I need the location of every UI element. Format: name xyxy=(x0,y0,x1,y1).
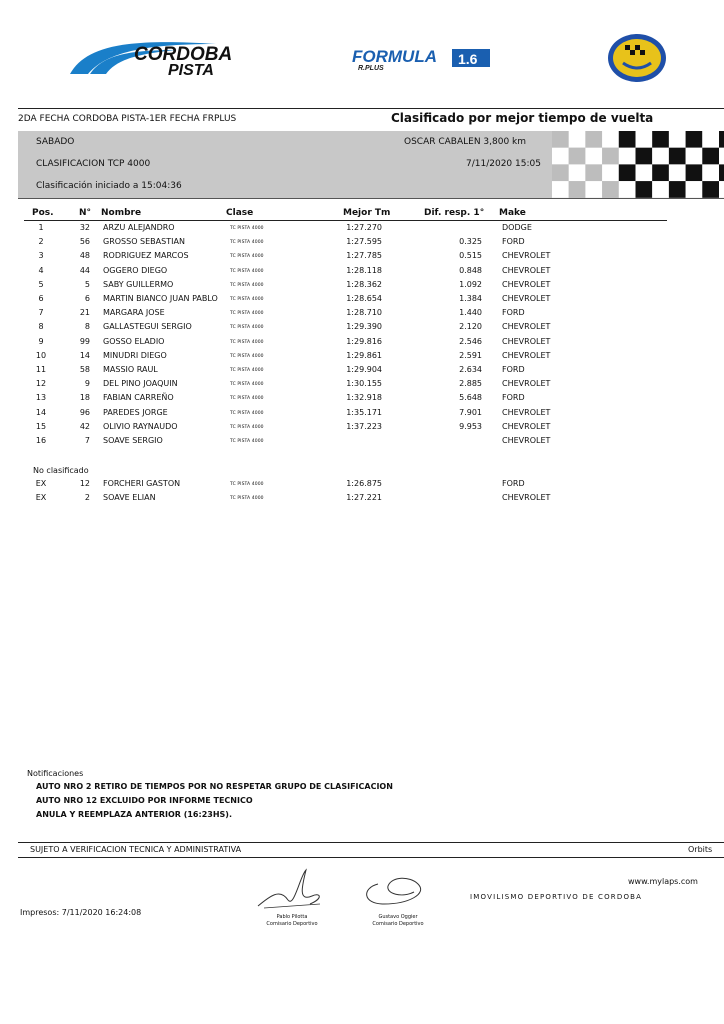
result-row xyxy=(0,237,724,251)
cell-make: CHEVROLET xyxy=(502,379,551,389)
cell-best-time: 1:37.223 xyxy=(346,421,382,431)
checker-square xyxy=(552,164,569,181)
result-row xyxy=(0,351,724,365)
checker-square xyxy=(652,164,669,181)
session-start-time: Clasificación iniciado a 15:04:36 xyxy=(36,181,182,191)
notification-line-2: AUTO NRO 12 EXCLUIDO POR INFORME TECNICO xyxy=(36,796,253,805)
checker-square xyxy=(552,148,569,165)
signature-1-image xyxy=(250,866,332,916)
checker-square xyxy=(585,164,602,181)
cell-gap: 5.648 xyxy=(459,393,482,403)
cell-best-time: 1:35.171 xyxy=(346,407,382,417)
not-classified-row xyxy=(0,493,724,507)
cell-gap: 7.901 xyxy=(459,407,482,417)
cell-make: FORD xyxy=(502,479,525,488)
checker-square xyxy=(569,148,586,165)
cell-make: CHEVROLET xyxy=(502,493,551,503)
circuit-name: OSCAR CABALEN 3,800 km xyxy=(404,137,527,147)
cell-car-number: 6 xyxy=(84,294,90,303)
cell-pos: 7 xyxy=(38,308,44,318)
not-classified-row xyxy=(0,479,724,493)
result-row xyxy=(0,223,724,237)
cell-car-number: 44 xyxy=(79,265,90,275)
cell-driver-name: FORCHERI GASTON xyxy=(103,479,181,488)
checker-square xyxy=(585,181,602,198)
checker-square xyxy=(719,131,724,148)
not-classified-label: No clasificado xyxy=(33,466,89,475)
signature-1-role: Comisario Deportivo xyxy=(266,921,318,927)
cell-pos: 16 xyxy=(35,436,47,445)
cell-make: FORD xyxy=(502,393,525,403)
checker-square xyxy=(602,164,619,181)
cell-best-time: 1:28.654 xyxy=(346,294,382,303)
cell-gap: 2.120 xyxy=(459,322,482,332)
cell-make: CHEVROLET xyxy=(502,251,551,261)
cell-gap: 9.953 xyxy=(459,421,482,431)
cell-driver-name: DEL PINO JOAQUIN xyxy=(103,379,178,389)
cell-best-time: 1:32.918 xyxy=(346,393,382,403)
cell-best-time: 1:29.904 xyxy=(346,365,382,374)
cell-driver-name: GROSSO SEBASTIAN xyxy=(103,237,185,247)
col-header-pos: Pos. xyxy=(32,208,54,218)
cell-make: CHEVROLET xyxy=(502,294,551,303)
cell-gap: 2.546 xyxy=(459,336,482,346)
logo-text-cordoba: CORDOBA xyxy=(134,44,233,65)
col-header-make: Make xyxy=(499,208,526,218)
cell-make: CHEVROLET xyxy=(502,350,551,360)
checker-square xyxy=(585,148,602,165)
cell-best-time: 1:29.861 xyxy=(346,350,382,360)
cell-car-number: 12 xyxy=(79,479,90,488)
col-header-name: Nombre xyxy=(101,208,142,218)
cell-gap: 0.325 xyxy=(459,237,482,247)
checker-square xyxy=(552,181,569,198)
cell-gap: 1.384 xyxy=(459,294,482,303)
checker-square xyxy=(569,164,586,181)
formula-16-logo xyxy=(352,45,492,71)
checker-square xyxy=(669,131,686,148)
cell-class: TC PISTA 4000 xyxy=(230,268,264,274)
cell-gap: 0.848 xyxy=(459,265,482,275)
cell-driver-name: FABIAN CARREÑO xyxy=(103,393,174,403)
cell-driver-name: OLIVIO RAYNAUDO xyxy=(103,421,178,431)
notifications-heading: Notificaciones xyxy=(27,769,84,778)
cell-car-number: 42 xyxy=(79,421,90,431)
cell-best-time: 1:29.390 xyxy=(346,322,382,332)
notification-line-3: ANULA Y REEMPLAZA ANTERIOR (16:23HS). xyxy=(36,810,232,819)
cell-class: TC PISTA 4000 xyxy=(230,368,264,373)
checker-square xyxy=(652,148,669,165)
cell-driver-name: ARZU ALEJANDRO xyxy=(103,223,175,232)
cell-best-time: 1:30.155 xyxy=(346,379,382,389)
logo-formula-sub: R.PLUS xyxy=(358,65,384,71)
cell-make: DODGE xyxy=(502,223,532,232)
cell-best-time: 1:27.221 xyxy=(346,493,382,503)
result-row xyxy=(0,280,724,294)
cell-best-time: 1:29.816 xyxy=(346,336,382,346)
result-row xyxy=(0,337,724,351)
cell-car-number: 2 xyxy=(84,493,90,503)
signature-1-name: Pablo Pilotta xyxy=(276,914,308,920)
signature-2-name: Gustavo Oggier xyxy=(378,914,418,920)
cell-make: FORD xyxy=(502,308,525,318)
checker-square xyxy=(569,131,586,148)
cell-class: TC PISTA 4000 xyxy=(230,353,264,359)
cell-car-number: 18 xyxy=(79,393,90,403)
cell-pos: 12 xyxy=(35,379,47,389)
cell-car-number: 7 xyxy=(84,436,90,445)
checker-square xyxy=(669,148,686,165)
session-datetime: 7/11/2020 15:05 xyxy=(466,159,541,169)
cell-driver-name: GALLASTEGUI SERGIO xyxy=(103,322,192,332)
cell-car-number: 8 xyxy=(84,322,90,332)
result-row xyxy=(0,408,724,422)
association-name: IMOVILISMO DEPORTIVO DE CORDOBA xyxy=(470,893,643,901)
cell-driver-name: RODRIGUEZ MARCOS xyxy=(103,251,189,261)
checker-square xyxy=(602,181,619,198)
cordoba-pista-logo xyxy=(66,38,238,78)
cell-pos: 13 xyxy=(35,393,47,403)
result-row xyxy=(0,308,724,322)
cell-car-number: 48 xyxy=(79,251,90,261)
session-name: CLASIFICACION TCP 4000 xyxy=(36,159,151,169)
website-link[interactable]: www.mylaps.com xyxy=(628,877,698,886)
cell-best-time: 1:27.785 xyxy=(346,251,382,261)
cell-make: CHEVROLET xyxy=(502,407,551,417)
cell-driver-name: GOSSO ELADIO xyxy=(103,336,165,346)
cell-class: TC PISTA 4000 xyxy=(230,482,264,487)
footer-disclaimer: SUJETO A VERIFICACION TECNICA Y ADMINISTRATIVA xyxy=(30,845,242,854)
cell-best-time: 1:27.270 xyxy=(346,223,382,232)
cell-make: CHEVROLET xyxy=(502,279,551,289)
cell-class: TC PISTA 4000 xyxy=(230,439,264,444)
cell-pos: 8 xyxy=(38,322,44,332)
result-row xyxy=(0,393,724,407)
checker-square xyxy=(602,131,619,148)
cell-class: TC PISTA 4000 xyxy=(230,282,264,288)
federation-shield-logo xyxy=(607,33,667,83)
checker-square xyxy=(619,164,636,181)
result-row xyxy=(0,251,724,265)
checker-square xyxy=(719,181,724,198)
cell-driver-name: MINUDRI DIEGO xyxy=(103,350,167,360)
checker-square xyxy=(569,181,586,198)
checker-square xyxy=(669,164,686,181)
signature-2-role: Comisario Deportivo xyxy=(372,921,424,927)
checker-square xyxy=(719,148,724,165)
report-title: Clasificado por mejor tiempo de vuelta xyxy=(391,111,654,125)
cell-class: TC PISTA 4000 xyxy=(230,339,264,345)
cell-class: TC PISTA 4000 xyxy=(230,325,264,331)
cell-gap: 2.885 xyxy=(459,379,482,389)
cell-gap: 1.092 xyxy=(459,279,482,289)
col-header-num: N° xyxy=(79,208,92,218)
logo-text-pista: PISTA xyxy=(168,62,214,78)
cell-best-time: 1:28.362 xyxy=(346,279,382,289)
checker-square xyxy=(669,181,686,198)
header-divider xyxy=(24,220,667,221)
checker-square xyxy=(702,181,719,198)
cell-make: CHEVROLET xyxy=(502,322,551,332)
cell-car-number: 99 xyxy=(79,336,90,346)
cell-car-number: 56 xyxy=(79,237,90,247)
cell-pos: EX xyxy=(35,479,47,488)
cell-class: TC PISTA 4000 xyxy=(230,254,264,260)
col-header-clase: Clase xyxy=(226,208,254,218)
cell-pos: 14 xyxy=(35,407,47,417)
cell-pos: 11 xyxy=(35,365,47,374)
checker-square xyxy=(619,181,636,198)
checker-square xyxy=(686,131,703,148)
cell-car-number: 9 xyxy=(84,379,90,389)
cell-car-number: 32 xyxy=(79,223,90,232)
checker-square xyxy=(686,181,703,198)
notification-line-1: AUTO NRO 2 RETIRO DE TIEMPOS POR NO RESPETAR GRUPO DE CLASIFICACION xyxy=(36,782,393,791)
cell-make: CHEVROLET xyxy=(502,336,551,346)
cell-pos: EX xyxy=(35,493,47,503)
result-row xyxy=(0,422,724,436)
cell-class: TC PISTA 4000 xyxy=(230,382,264,388)
checker-square xyxy=(602,148,619,165)
logo-formula-num: 1.6 xyxy=(458,51,478,67)
cell-driver-name: MARGARA JOSE xyxy=(103,308,165,318)
checker-square xyxy=(702,164,719,181)
checker-square xyxy=(585,131,602,148)
checker-square xyxy=(619,131,636,148)
checker-square xyxy=(702,148,719,165)
cell-driver-name: SABY GUILLERMO xyxy=(103,279,174,289)
cell-pos: 6 xyxy=(38,294,44,303)
cell-class: TC PISTA 4000 xyxy=(230,297,264,302)
cell-driver-name: SOAVE SERGIO xyxy=(103,436,163,445)
cell-driver-name: PAREDES JORGE xyxy=(103,407,168,417)
cell-make: CHEVROLET xyxy=(502,436,551,445)
cell-pos: 9 xyxy=(38,336,44,346)
cell-best-time: 1:28.710 xyxy=(346,308,382,318)
cell-pos: 3 xyxy=(38,251,44,261)
cell-driver-name: MARTIN BIANCO JUAN PABLO xyxy=(103,294,218,303)
cell-best-time: 1:28.118 xyxy=(346,265,382,275)
cell-pos: 10 xyxy=(35,350,47,360)
cell-best-time: 1:26.875 xyxy=(346,479,382,488)
cell-class: TC PISTA 4000 xyxy=(230,311,264,317)
cell-class: TC PISTA 4000 xyxy=(230,410,264,416)
result-row xyxy=(0,322,724,336)
cell-pos: 1 xyxy=(38,223,44,232)
checker-square xyxy=(552,131,569,148)
cell-pos: 4 xyxy=(38,265,44,275)
cell-best-time: 1:27.595 xyxy=(346,237,382,247)
result-row xyxy=(0,436,724,450)
cell-driver-name: MASSIO RAUL xyxy=(103,365,158,374)
checker-square xyxy=(636,164,653,181)
cell-make: FORD xyxy=(502,365,525,374)
cell-driver-name: OGGERO DIEGO xyxy=(103,265,168,275)
result-row xyxy=(0,266,724,280)
cell-car-number: 96 xyxy=(79,407,90,417)
checker-square xyxy=(652,181,669,198)
cell-gap: 2.634 xyxy=(459,365,482,374)
cell-gap: 1.440 xyxy=(459,308,482,318)
cell-class: TC PISTA 4000 xyxy=(230,226,264,231)
cell-class: TC PISTA 4000 xyxy=(230,424,264,430)
cell-car-number: 14 xyxy=(79,350,90,360)
checker-square xyxy=(686,148,703,165)
cell-class: TC PISTA 4000 xyxy=(230,240,264,246)
cell-car-number: 58 xyxy=(79,365,90,374)
cell-gap: 0.515 xyxy=(459,251,482,261)
logo-formula-word: FORMULA xyxy=(352,47,437,66)
cell-make: CHEVROLET xyxy=(502,265,551,275)
col-header-diff: Dif. resp. 1° xyxy=(424,208,485,218)
col-header-best: Mejor Tm xyxy=(343,208,391,218)
cell-car-number: 5 xyxy=(84,279,90,289)
checker-square xyxy=(636,181,653,198)
cell-gap: 2.591 xyxy=(459,350,482,360)
footer-brand: Orbits xyxy=(688,845,713,854)
checker-square xyxy=(619,148,636,165)
checkered-flag-pattern xyxy=(552,131,724,198)
result-row xyxy=(0,294,724,308)
cell-pos: 15 xyxy=(35,421,47,431)
cell-class: TC PISTA 4000 xyxy=(230,496,264,502)
cell-make: CHEVROLET xyxy=(502,421,551,431)
result-row xyxy=(0,379,724,393)
cell-driver-name: SOAVE ELIAN xyxy=(103,493,156,503)
checker-square xyxy=(636,148,653,165)
cell-class: TC PISTA 4000 xyxy=(230,396,264,402)
checker-square xyxy=(636,131,653,148)
session-day: SABADO xyxy=(36,137,75,147)
checker-square xyxy=(702,131,719,148)
printed-timestamp: Impresos: 7/11/2020 16:24:08 xyxy=(20,908,142,917)
checker-square xyxy=(652,131,669,148)
event-title: 2DA FECHA CORDOBA PISTA-1ER FECHA FRPLUS xyxy=(18,114,237,124)
cell-pos: 2 xyxy=(38,237,44,247)
signature-2-image xyxy=(358,870,438,914)
cell-car-number: 21 xyxy=(79,308,90,318)
checker-square xyxy=(686,164,703,181)
cell-pos: 5 xyxy=(38,279,44,289)
result-row xyxy=(0,365,724,379)
cell-make: FORD xyxy=(502,237,525,247)
checker-square xyxy=(719,164,724,181)
